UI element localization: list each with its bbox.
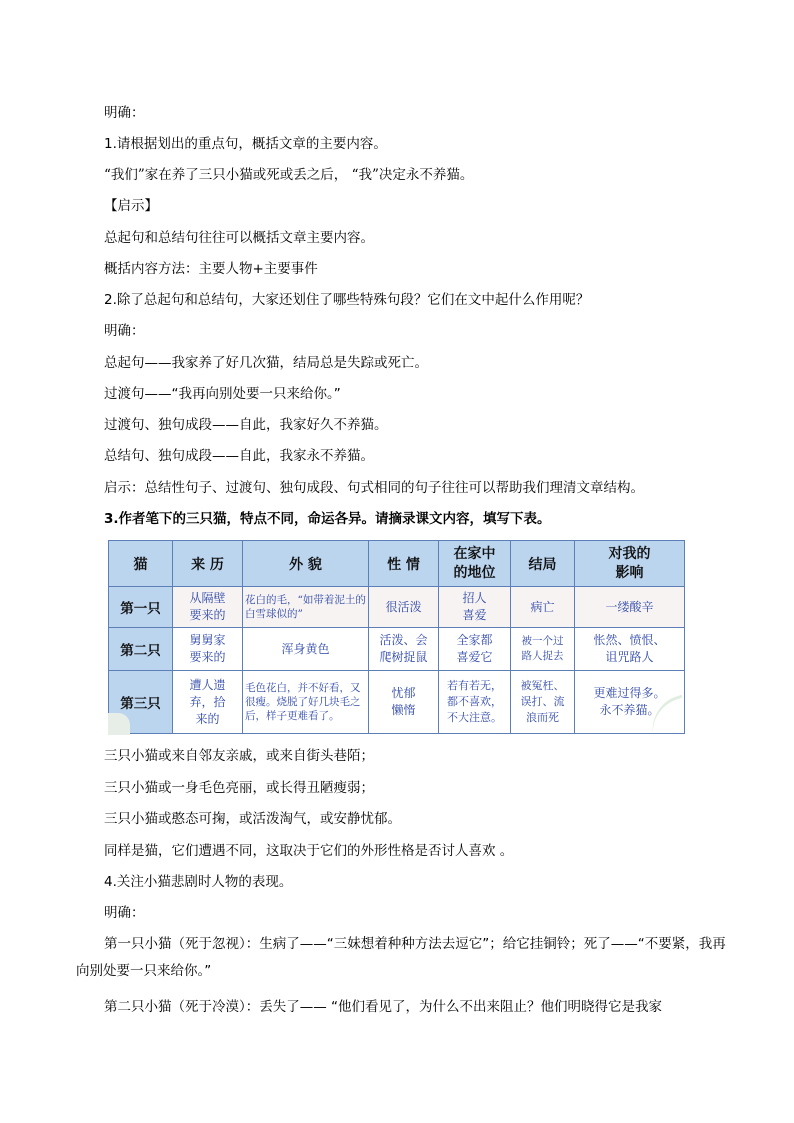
table-header-row — [109, 541, 685, 587]
th-status: 在家中 的地位 — [439, 541, 511, 587]
line-3: “我们”家在养了三只小猫或死或丢之后， “我”决定永不养猫。 — [104, 167, 474, 183]
line-5: 总起句和总结句往往可以概括文章主要内容。 — [104, 230, 374, 246]
row-label: 第一只 — [109, 587, 173, 628]
line-17: 三只小猫或憨态可掬，或活泼淘气，或安静忧郁。 — [104, 811, 401, 827]
th-origin: 来 历 — [173, 541, 243, 587]
line-1: 明确： — [104, 105, 145, 121]
cell-status: 招人 喜爱 — [439, 587, 511, 628]
th-effect: 对我的 影响 — [575, 541, 685, 587]
paragraph-first-cat: 第一只小猫（死于忽视）：生病了——“三妹想着种种方法去逗它”；给它挂铜铃；死了——“不要紧，我再向别处要一只来给你。” — [76, 936, 726, 979]
cell-look: 毛色花白，并不好看，又很瘦。烧脱了好几块毛之后，样子更难看了。 — [243, 671, 369, 734]
row-label: 第三只 — [109, 671, 173, 734]
line-16: 三只小猫或一身毛色亮丽，或长得丑陋瘦弱； — [104, 780, 374, 796]
cell-effect: 怅然、愤恨、 诅咒路人 — [575, 628, 685, 671]
th-temper: 性 情 — [369, 541, 439, 587]
line-15: 三只小猫或来自邻友亲戚，或来自街头巷陌； — [104, 748, 374, 764]
line-19: 4.关注小猫悲剧时人物的表现。 — [104, 874, 293, 890]
cell-ending: 病亡 — [511, 587, 575, 628]
cell-temper: 活泼、会 爬树捉鼠 — [369, 628, 439, 671]
cat-table — [108, 540, 685, 734]
line-12: 总结句、独句成段——自此，我家永不养猫。 — [104, 448, 374, 464]
cell-effect: 更难过得多。 永不养猫。 — [575, 671, 685, 734]
cell-look: 浑身黄色 — [243, 628, 369, 671]
cell-ending: 被冤枉、 误打、流 浪而死 — [511, 671, 575, 734]
cell-temper: 忧郁 懒惰 — [369, 671, 439, 734]
row-label: 第二只 — [109, 628, 173, 671]
cell-status: 全家都 喜爱它 — [439, 628, 511, 671]
th-ending: 结局 — [511, 541, 575, 587]
table-row — [109, 587, 685, 628]
th-cat: 猫 — [109, 541, 173, 587]
cell-origin: 舅舅家 要来的 — [173, 628, 243, 671]
cell-origin: 从隔壁 要来的 — [173, 587, 243, 628]
line-2: 1.请根据划出的重点句，概括文章的主要内容。 — [104, 136, 387, 152]
corner-decoration — [108, 713, 130, 735]
table-row — [109, 628, 685, 671]
line-4: 【启示】 — [104, 198, 158, 214]
cell-temper: 很活泼 — [369, 587, 439, 628]
line-7: 2.除了总起句和总结句，大家还划住了哪些特殊句段？它们在文中起什么作用呢？ — [104, 292, 590, 308]
line-14: 3.作者笔下的三只猫，特点不同，命运各异。请摘录课文内容，填写下表。 — [104, 511, 551, 527]
table-row — [109, 671, 685, 734]
line-6: 概括内容方法：主要人物+主要事件 — [104, 261, 318, 277]
line-11: 过渡句、独句成段——自此，我家好久不养猫。 — [104, 417, 388, 433]
line-13: 启示：总结性句子、过渡句、独句成段、句式相同的句子往往可以帮助我们理清文章结构。 — [104, 480, 644, 496]
line-10: 过渡句——“我再向别处要一只来给你。” — [104, 386, 341, 402]
paragraph-second-cat: 第二只小猫（死于冷漠）：丢失了—— “他们看见了，为什么不出来阻止？他们明晓得它是我家 — [104, 999, 663, 1015]
line-20: 明确： — [104, 905, 145, 921]
cell-effect: 一缕酸辛 — [575, 587, 685, 628]
line-18: 同样是猫，它们遭遇不同，这取决于它们的外形性格是否讨人喜欢 。 — [104, 843, 514, 859]
cell-origin: 遭人遗 弃，拾 来的 — [173, 671, 243, 734]
th-look: 外 貌 — [243, 541, 369, 587]
cell-status: 若有若无， 都不喜欢， 不大注意。 — [439, 671, 511, 734]
cell-look: 花白的毛，“如带着泥土的白雪球似的” — [243, 587, 369, 628]
line-8: 明确： — [104, 323, 145, 339]
line-9: 总起句——我家养了好几次猫，结局总是失踪或死亡。 — [104, 355, 428, 371]
cell-ending: 被一个过 路人捉去 — [511, 628, 575, 671]
